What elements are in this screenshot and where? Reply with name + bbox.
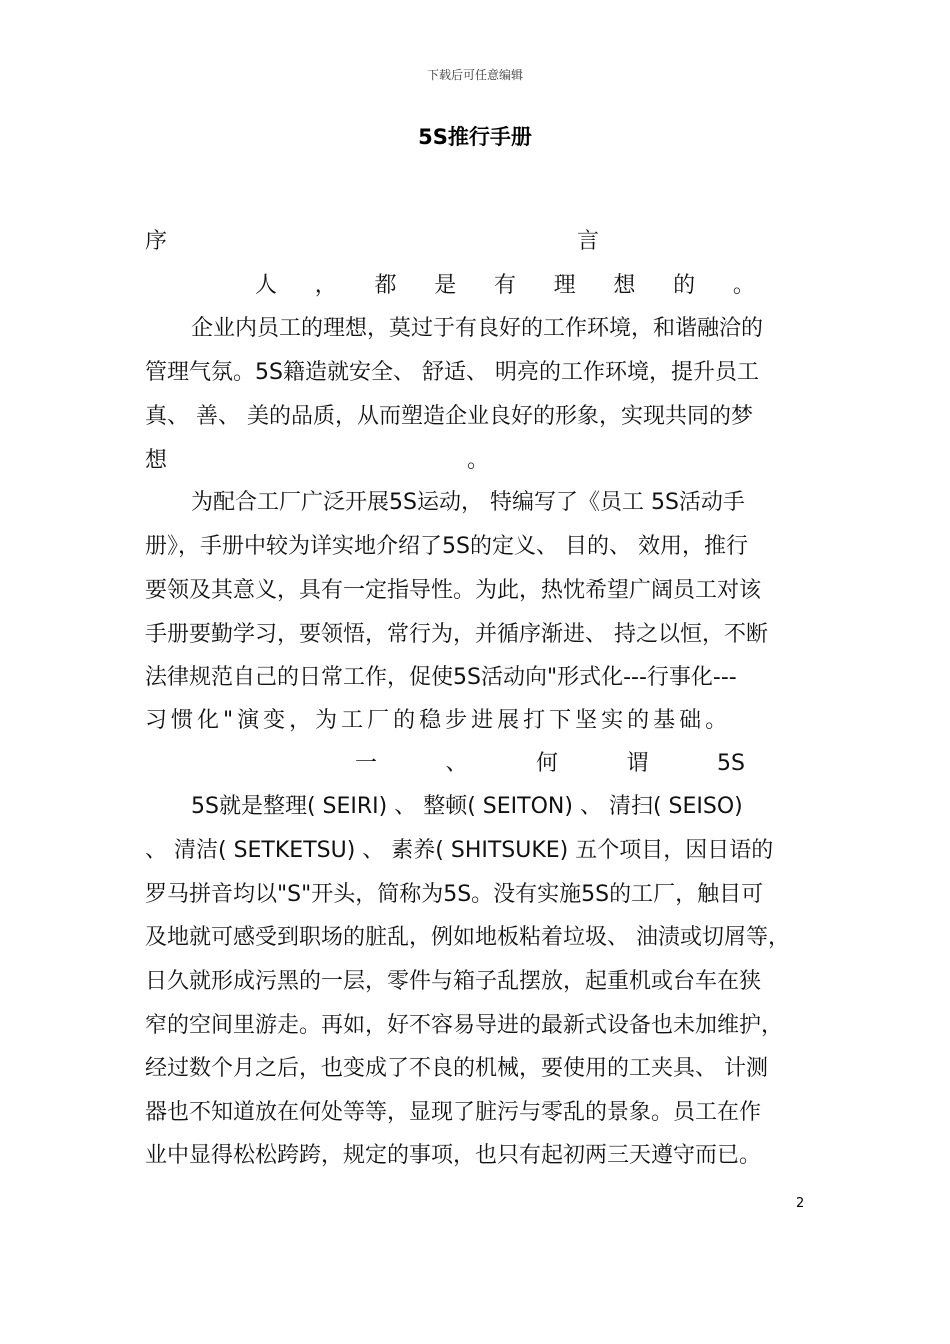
paragraph-line: 业中显得松松跨跨，规定的事项，也只有起初两三天遵守而已。 (145, 1143, 762, 1168)
motto-char: 有 (493, 273, 516, 298)
preface-motto (255, 270, 755, 302)
section-heading-char: 5S (717, 751, 745, 776)
paragraph-line: 为配合工厂广泛开展5S运动， 特编写了《员工 5S活动手 (191, 490, 745, 515)
motto-char: 。 (732, 273, 755, 298)
paragraph-line: 习惯化"演变，为工厂的稳步进展打下坚实的基础。 (145, 708, 732, 733)
motto-char: 是 (434, 273, 457, 298)
paragraph-line: 企业内员工的理想，莫过于有良好的工作环境，和谐融洽的 (191, 316, 764, 341)
paragraph-line: 及地就可感受到职场的脏乱，例如地板粘着垃圾、 油渍或切屑等， (145, 925, 790, 950)
section-heading-char: 一 (355, 751, 378, 776)
paragraph-line: 真、 善、 美的品质，从而塑造企业良好的形象，实现共同的梦 (145, 404, 753, 429)
paragraph-line: 、 清洁( SETKETSU) 、 素养( SHITSUKE) 五个项目，因日语的 (145, 838, 774, 863)
section-heading-char: 何 (536, 751, 559, 776)
preface-heading-char: 序 (145, 229, 168, 254)
paragraph-line: 窄的空间里游走。再如，好不容易导进的最新式设备也未加维护， (145, 1013, 784, 1038)
paragraph-line: 册》，手册中较为详实地介绍了5S的定义、 目的、 效用，推行 (145, 534, 748, 559)
paragraph-line: 日久就形成污黑的一层，零件与箱子乱摆放，起重机或台车在狭 (145, 969, 762, 994)
motto-char: 人 (255, 273, 278, 298)
motto-char: 理 (553, 273, 576, 298)
paragraph-line: 罗马拼音均以"S"开头，简称为5S。没有实施5S的工厂，触目可 (145, 882, 764, 907)
paragraph-line: 器也不知道放在何处等等，显现了脏污与零乱的景象。员工在作 (145, 1100, 762, 1125)
section-heading-char: 、 (445, 751, 468, 776)
paragraph-line: 管理气氛。5S籍造就安全、 舒适、 明亮的工作环境，提升员工 (145, 360, 759, 385)
section-heading (355, 748, 745, 780)
paragraph-line: 5S就是整理( SEIRI) 、 整顿( SEITON) 、 清扫( SEISO) (191, 794, 743, 819)
paragraph-line: 要领及其意义，具有一定指导性。为此，热忱希望广阔员工对该 (145, 578, 762, 603)
preface-heading-char: 言 (577, 229, 600, 254)
paragraph-line: 经过数个月之后，也变成了不良的机械，要使用的工夹具、 计测 (145, 1056, 768, 1081)
paragraph-line (145, 445, 810, 477)
page-number: 2 (796, 1196, 805, 1211)
section-heading-char: 谓 (626, 751, 649, 776)
paragraph-char: 。 (467, 448, 490, 473)
paragraph-line: 手册要勤学习，要领悟，常行为，并循序渐进、 持之以恒，不断 (145, 622, 768, 647)
header-note: 下载后可任意编辑 (426, 68, 523, 82)
document-title: 5S推行手册 (418, 125, 532, 149)
motto-char: ， (314, 273, 337, 298)
motto-char: 想 (613, 273, 636, 298)
motto-char: 都 (374, 273, 397, 298)
paragraph-char: 想 (145, 448, 168, 473)
motto-char: 的 (673, 273, 696, 298)
paragraph-line: 法律规范自己的日常工作，促使5S活动向"形式化---行事化--- (145, 665, 737, 690)
preface-heading (145, 226, 810, 258)
